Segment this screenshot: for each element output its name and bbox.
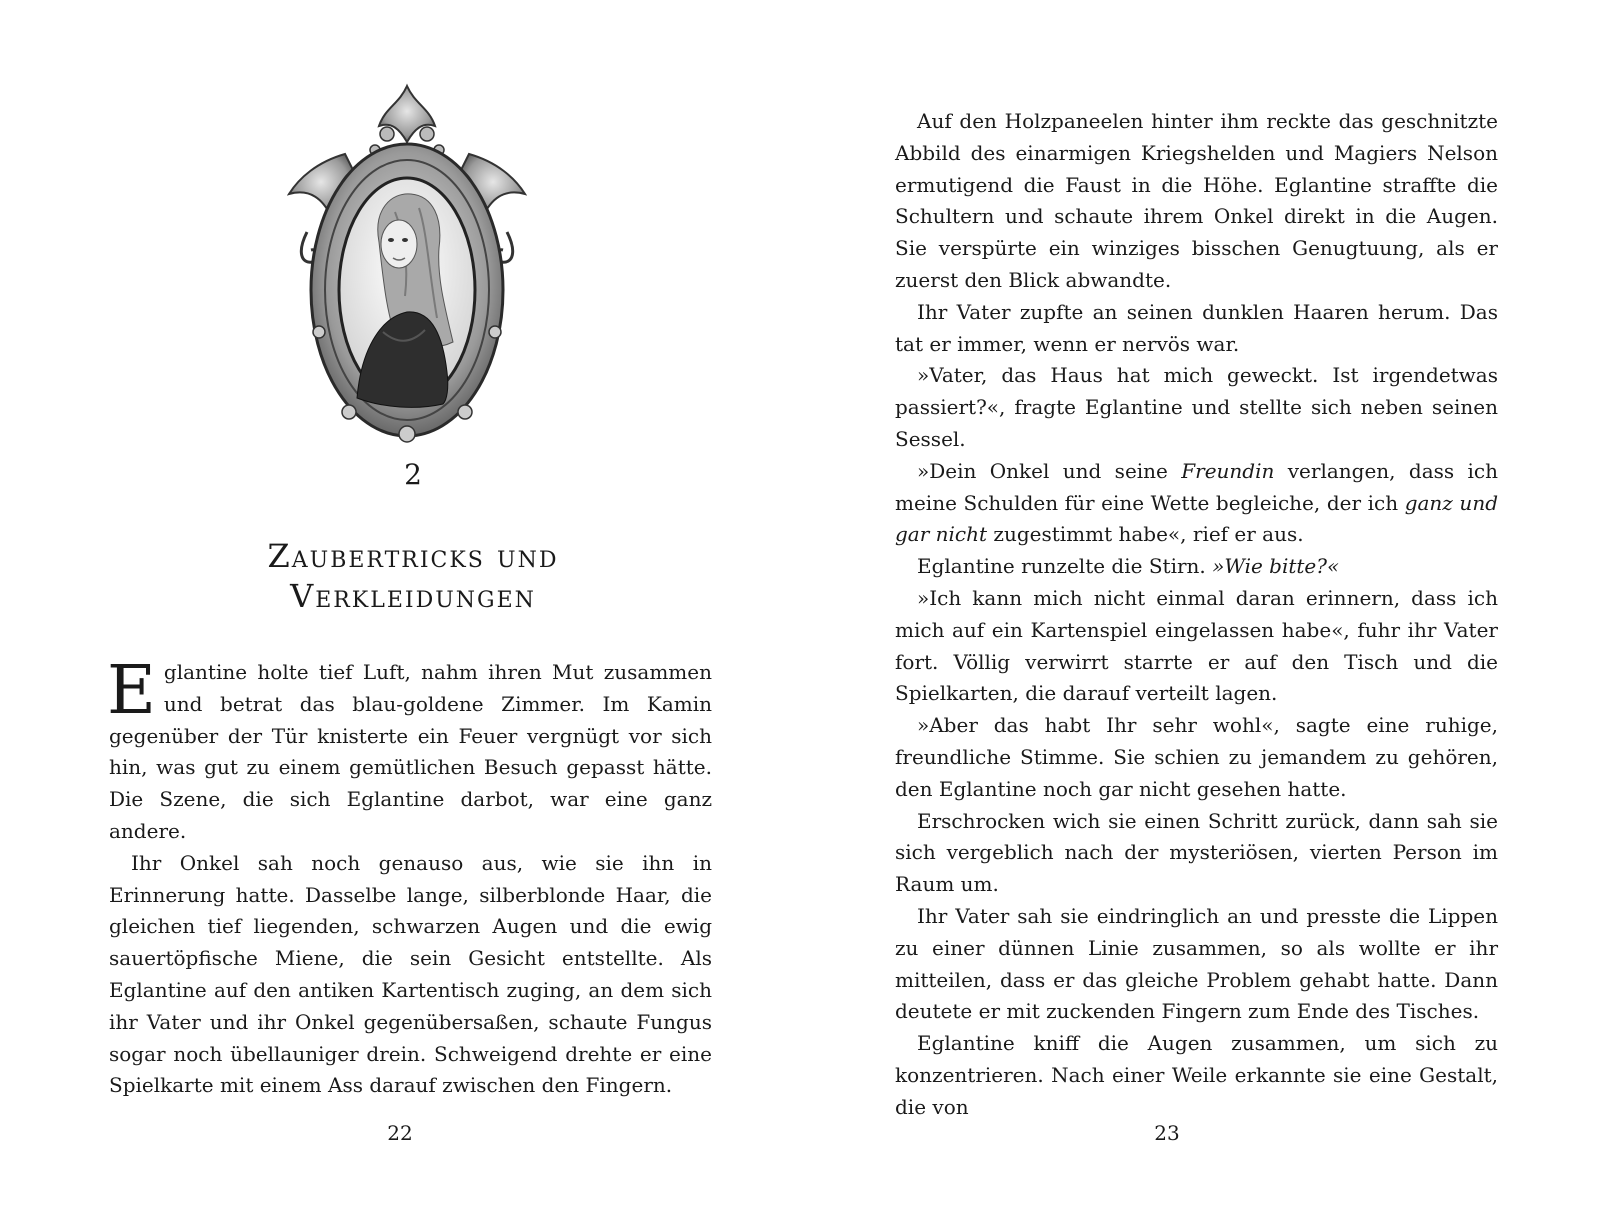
paragraph: »Vater, das Haus hat mich geweckt. Ist irgendetwas passiert?«, fragte Eglantine und stellte sich neben seinen Sessel. (895, 363, 1498, 451)
paragraph-text: glantine holte tief Luft, nahm ihren Mut zusammen und betrat das blau-goldene Zimmer. Im Kamin gegenüber der Tür knisterte ein Feuer vergnügt vor sich hin, was gut zu einem gemütlichen Besuch gepasst hätte. Die Szene, die sich Eglantine darbot, war eine ganz andere. (109, 660, 712, 843)
italic-text: »Wie bitte?« (1212, 554, 1340, 579)
paragraph (107, 651, 712, 848)
right-body-text (895, 106, 1498, 1124)
page-number: 22 (387, 1121, 413, 1145)
paragraph: »Ich kann mich nicht einmal daran erinnern, dass ich mich auf ein Kartenspiel eingelassen habe«, fuhr ihr Vater fort. Völlig verwirrt starrte er auf den Tisch und die Spielkarten, die darauf verteilt lagen. (895, 585, 1498, 706)
paragraph (895, 456, 1498, 551)
mirror-portrait-illustration (287, 82, 527, 454)
right-page (800, 0, 1600, 1229)
paragraph: Ihr Vater sah sie eindringlich an und presste die Lippen zu einer dünnen Linie zusammen, so als wollte er ihr mitteilen, dass er das gleiche Problem gehabt hatte. Dann deutete er mit zuckenden Fingern zum Ende des Tisches. (895, 903, 1498, 1024)
chapter-title-line-2: Verkleidungen (290, 577, 536, 615)
paragraph: Ihr Vater zupfte an seinen dunklen Haaren herum. Das tat er immer, wenn er nervös war. (895, 299, 1498, 356)
paragraph: Erschrocken wich sie einen Schritt zurück, dann sah sie sich vergeblich nach der mysteriösen, vierten Person im Raum um. (895, 808, 1498, 897)
chapter-number: 2 (404, 458, 422, 491)
page-number: 23 (1154, 1121, 1180, 1145)
paragraph: »Aber das habt Ihr sehr wohl«, sagte eine ruhige, freundliche Stimme. Sie schien zu jemandem zu gehören, den Eglantine noch gar nicht gesehen hatte. (895, 713, 1498, 801)
left-body-text (107, 651, 712, 1102)
text-run: Eglantine runzelte die Stirn. (917, 554, 1213, 579)
paragraph: Ihr Onkel sah noch genauso aus, wie sie ihn in Erinnerung hatte. Dasselbe lange, silberblonde Haar, die gleichen tief liegenden, schwarzen Augen und die ewig sauertöpfische Miene, die sein Gesicht entstellte. Als Eglantine auf den antiken Kartentisch zuging, an dem sich ihr Vater und ihr Onkel gegenübersaßen, schaute Fungus sogar noch übellauniger drein. Schweigend drehte er eine Spielkarte mit einem Ass darauf zwischen den Fingern. (109, 850, 712, 1098)
drop-cap: E (107, 651, 156, 729)
italic-text: ganz und gar nicht (895, 490, 1499, 547)
paragraph (895, 551, 1498, 583)
italic-text: Freundin (1181, 458, 1275, 483)
text-run: zugestimmt habe«, rief er aus. (987, 522, 1304, 547)
text-run: verlangen, dass ich meine Schulden für eine Wette begleiche, der ich (895, 458, 1498, 515)
chapter-title (0, 536, 826, 616)
paragraph: Auf den Holzpaneelen hinter ihm reckte das geschnitzte Abbild des einarmigen Kriegshelden und Magiers Nelson ermutigend die Faust in die Höhe. Eglantine straffte die Schultern und schaute ihrem Onkel direkt in die Augen. Sie verspürte ein winziges bisschen Genugtuung, als er zuerst den Blick abwandte. (895, 109, 1498, 292)
text-run: »Dein Onkel und seine (917, 458, 1182, 483)
chapter-title-line-1: Zaubertricks und (267, 537, 559, 575)
paragraph: Eglantine kniff die Augen zusammen, um sich zu konzentrieren. Nach einer Weile erkannte sie eine Gestalt, die von (895, 1031, 1498, 1119)
